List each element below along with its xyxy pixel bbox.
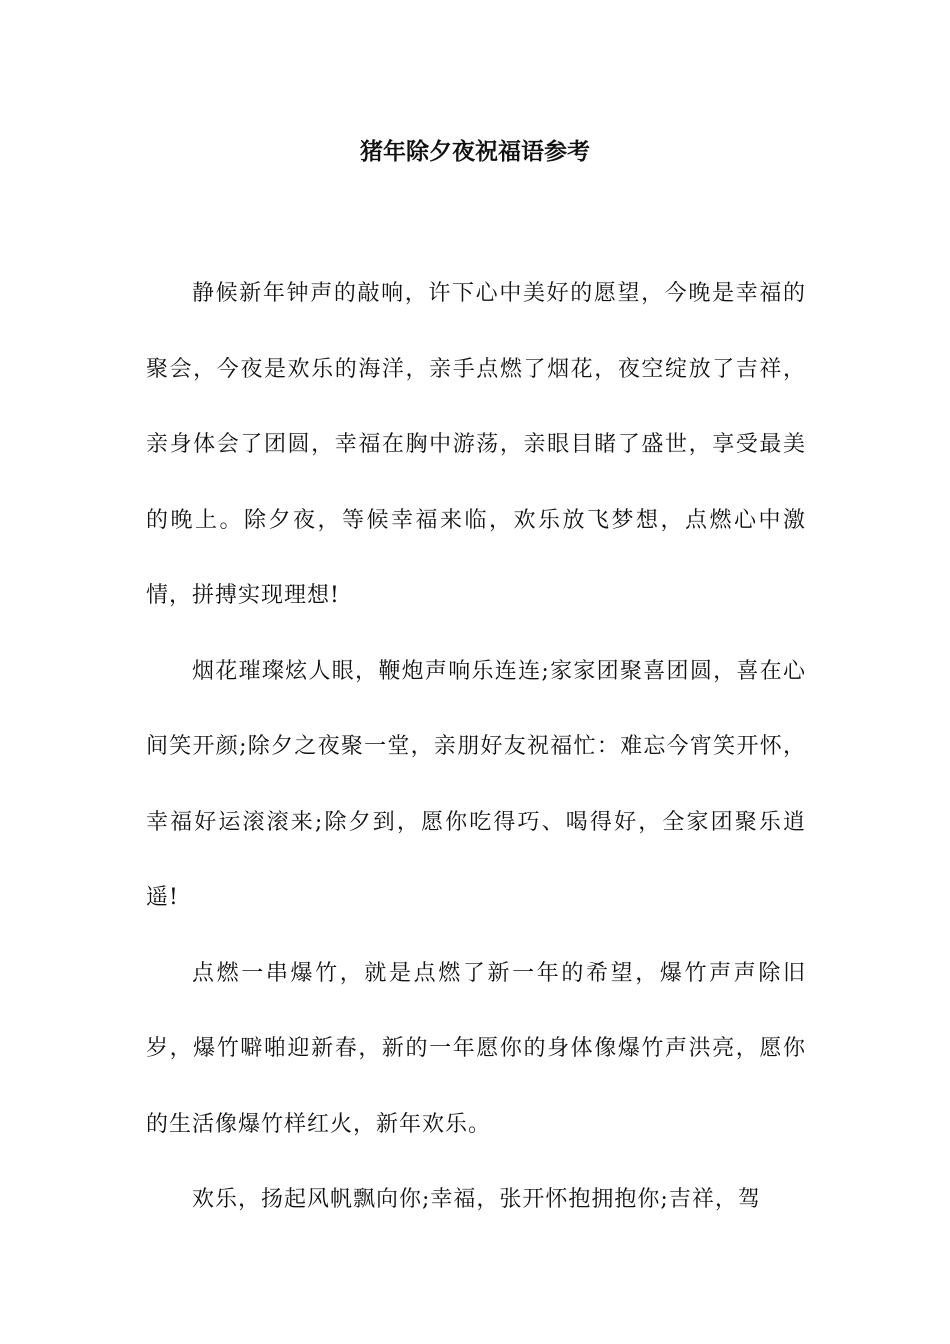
paragraph-2: 烟花璀璨炫人眼，鞭炮声响乐连连;家家团聚喜团圆，喜在心间笑开颜;除夕之夜聚一堂，亲朋好友祝福忙：难忘今宵笑开怀，幸福好运滚滚来;除夕到，愿你吃得巧、喝得好，全家团聚乐逍遥! — [146, 658, 806, 910]
paragraph-3: 点燃一串爆竹，就是点燃了新一年的希望，爆竹声声除旧岁，爆竹噼啪迎新春，新的一年愿你的身体像爆竹声洪亮，愿你的生活像爆竹样红火，新年欢乐。 — [146, 960, 806, 1137]
document-title: 猪年除夕夜祝福语参考 — [360, 139, 590, 165]
paragraph-1: 静候新年钟声的敲响，许下心中美好的愿望，今晚是幸福的聚会，今夜是欢乐的海洋，亲手点燃了烟花，夜空绽放了吉祥，亲身体会了团圆，幸福在胸中游荡，亲眼目睹了盛世，享受最美的晚上。除夕夜，等候幸福来临，欢乐放飞梦想，点燃心中激情，拼搏实现理想! — [146, 281, 806, 608]
paragraph-4: 欢乐，扬起风帆飘向你;幸福，张开怀抱拥抱你;吉祥，驾 — [192, 1187, 761, 1212]
document-body — [146, 256, 806, 1238]
